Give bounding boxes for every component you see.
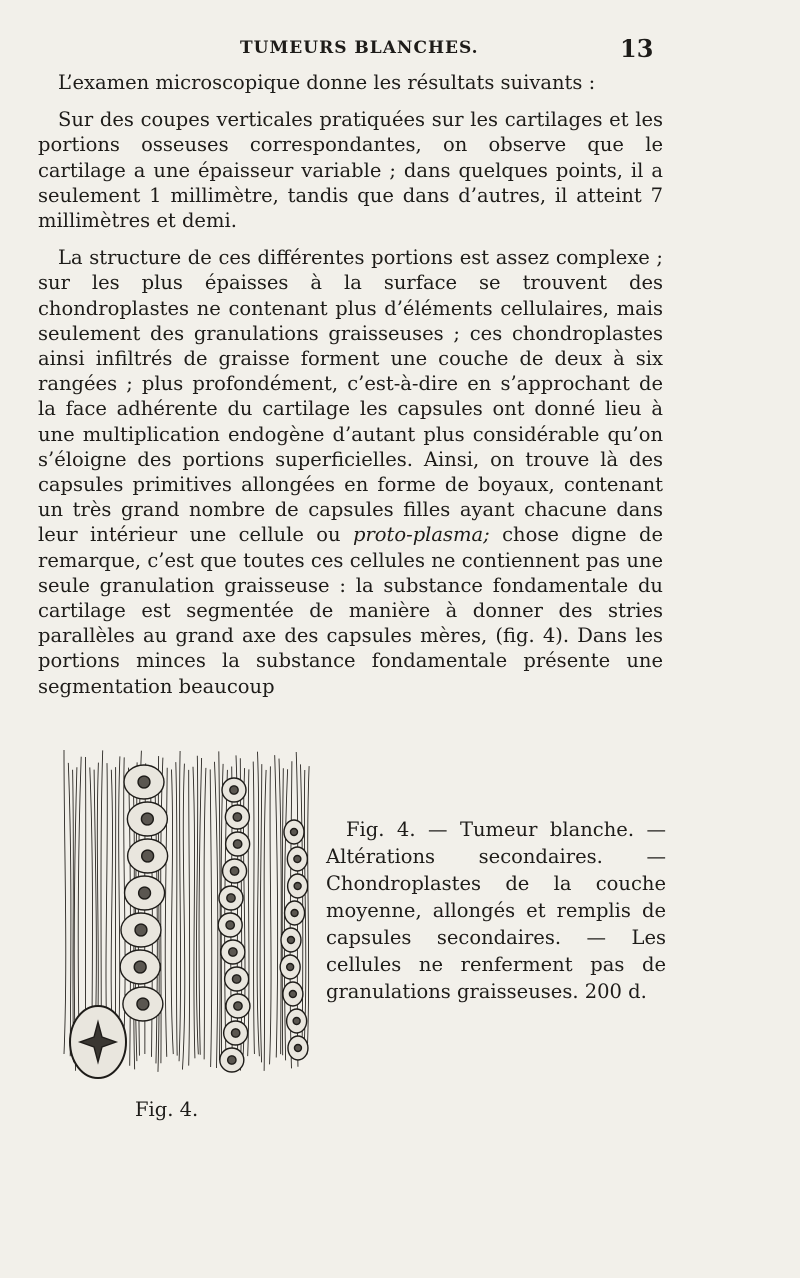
fiber-stroke: [210, 769, 212, 1067]
cell-nucleus: [291, 910, 298, 917]
page-number: 13: [620, 34, 654, 63]
paragraph-coupes: Sur des coupes verticales pratiquées sur les cartilages et les portions osseuses correspondantes, on observe que le cartilage a une épaisseur variable ; dans quelques points, il a seulement 1 millimètre, tandis que dans d’autres, il atteint 7 millimètres et demi.: [38, 108, 663, 233]
cell-nucleus: [232, 975, 240, 983]
cell-nucleus: [294, 883, 301, 890]
fiber-stroke: [279, 759, 281, 1055]
cell-nucleus: [139, 887, 151, 899]
italic-term: proto-plasma;: [352, 523, 490, 547]
fiber-stroke: [264, 770, 266, 1071]
fiber-stroke: [176, 762, 177, 1056]
cell-nucleus: [231, 1029, 239, 1037]
cell-nucleus: [287, 937, 294, 944]
paragraph-structure-part2: chose digne de remarque, c’est que toutes ces cellules ne contiennent pas une seule granulation graisseuse : la substance fondamentale du cartilage est segmentée de manière à donner des stries parallèles au grand axe des capsules mères, (fig. 4). Dans les portions minces la substance fondamentale présente une segmentation beaucoup: [38, 523, 663, 698]
cell-nucleus: [230, 867, 238, 875]
running-head: [0, 34, 800, 64]
fiber-stroke: [275, 755, 278, 1057]
cell-nucleus: [134, 961, 146, 973]
paragraph-intro: L’examen microscopique donne les résultats suivants :: [58, 71, 596, 94]
fiber-stroke: [257, 752, 259, 1057]
cell-nucleus: [291, 829, 298, 836]
fiber-stroke: [64, 750, 66, 1054]
fiber-stroke: [193, 767, 195, 1059]
figure-caption: [326, 816, 666, 1005]
fiber-stroke: [158, 756, 159, 1072]
fiber-stroke: [189, 770, 190, 1066]
cell-nucleus: [142, 850, 154, 862]
cell-nucleus: [227, 894, 235, 902]
cell-nucleus: [226, 921, 234, 929]
fiber-stroke: [118, 756, 120, 1054]
cell-nucleus: [135, 924, 147, 936]
running-title: TUMEURS BLANCHES.: [240, 38, 479, 58]
fiber-stroke: [270, 766, 271, 1064]
fiber-stroke: [196, 756, 198, 1055]
fiber-stroke: [221, 764, 223, 1055]
figure-label: Fig. 4.: [135, 1098, 199, 1121]
fiber-stroke: [123, 757, 125, 1058]
cell-nucleus: [293, 1018, 300, 1025]
fiber-stroke: [253, 762, 254, 1054]
fiber-stroke: [215, 762, 218, 1068]
fiber-stroke: [68, 763, 71, 1056]
cell-nucleus: [287, 964, 294, 971]
fiber-stroke: [219, 751, 220, 1060]
cell-nucleus: [137, 998, 149, 1010]
caption-text: Fig. 4. — Tumeur blanche. — Altérations secondaires. — Chondroplastes de la couche moyenne, allongés et remplis de capsules secondaires. — Les cellules ne renferment pas de granulations graisseuses. 200 d.: [326, 818, 666, 1003]
fiber-stroke: [260, 764, 262, 1062]
fiber-stroke: [179, 751, 180, 1061]
fiber-stroke: [282, 768, 283, 1055]
body-text: [38, 70, 663, 711]
cell-nucleus: [234, 1002, 242, 1010]
fiber-stroke: [307, 766, 309, 1054]
cell-nucleus: [230, 786, 238, 794]
paragraph-structure: [38, 245, 663, 699]
fiber-stroke: [171, 770, 173, 1055]
cell-nucleus: [229, 948, 237, 956]
cell-nucleus: [138, 776, 150, 788]
fiber-stroke: [73, 770, 74, 1063]
cell-nucleus: [289, 991, 296, 998]
cell-nucleus: [294, 856, 301, 863]
figure-illustration: [58, 742, 320, 1094]
fiber-stroke: [161, 758, 163, 1064]
cell-nucleus: [141, 813, 153, 825]
cell-nucleus: [294, 1045, 301, 1052]
fiber-stroke: [182, 764, 184, 1070]
paragraph-structure-part1: La structure de ces différentes portions est assez complexe ; sur les plus épaisses à la surface se trouvent des chondroplastes ne contenant plus d’éléments cellulaires, mais seulement des granulations graisseuses ; ces chondroplastes ainsi infiltrés de graisse forment une couche de deux à six rangées ; plus profondément, c’est-à-dire en s’approchant de la face adhérente du cartilage les capsules ont donné lieu à une multiplication endogène d’autant plus considérable qu’on s’éloigne des portions superficielles. Ainsi, on trouve là des capsules primitives allongées en forme de boyaux, contenant un très grand nombre de capsules filles ayant chacune dans leur intérieur une cellule ou: [38, 246, 663, 547]
fiber-stroke: [199, 758, 202, 1055]
cell-nucleus: [233, 840, 241, 848]
cell-nucleus: [233, 813, 241, 821]
fiber-stroke: [204, 768, 206, 1059]
cell-nucleus: [228, 1056, 236, 1064]
cartilage-engraving: [58, 742, 320, 1094]
